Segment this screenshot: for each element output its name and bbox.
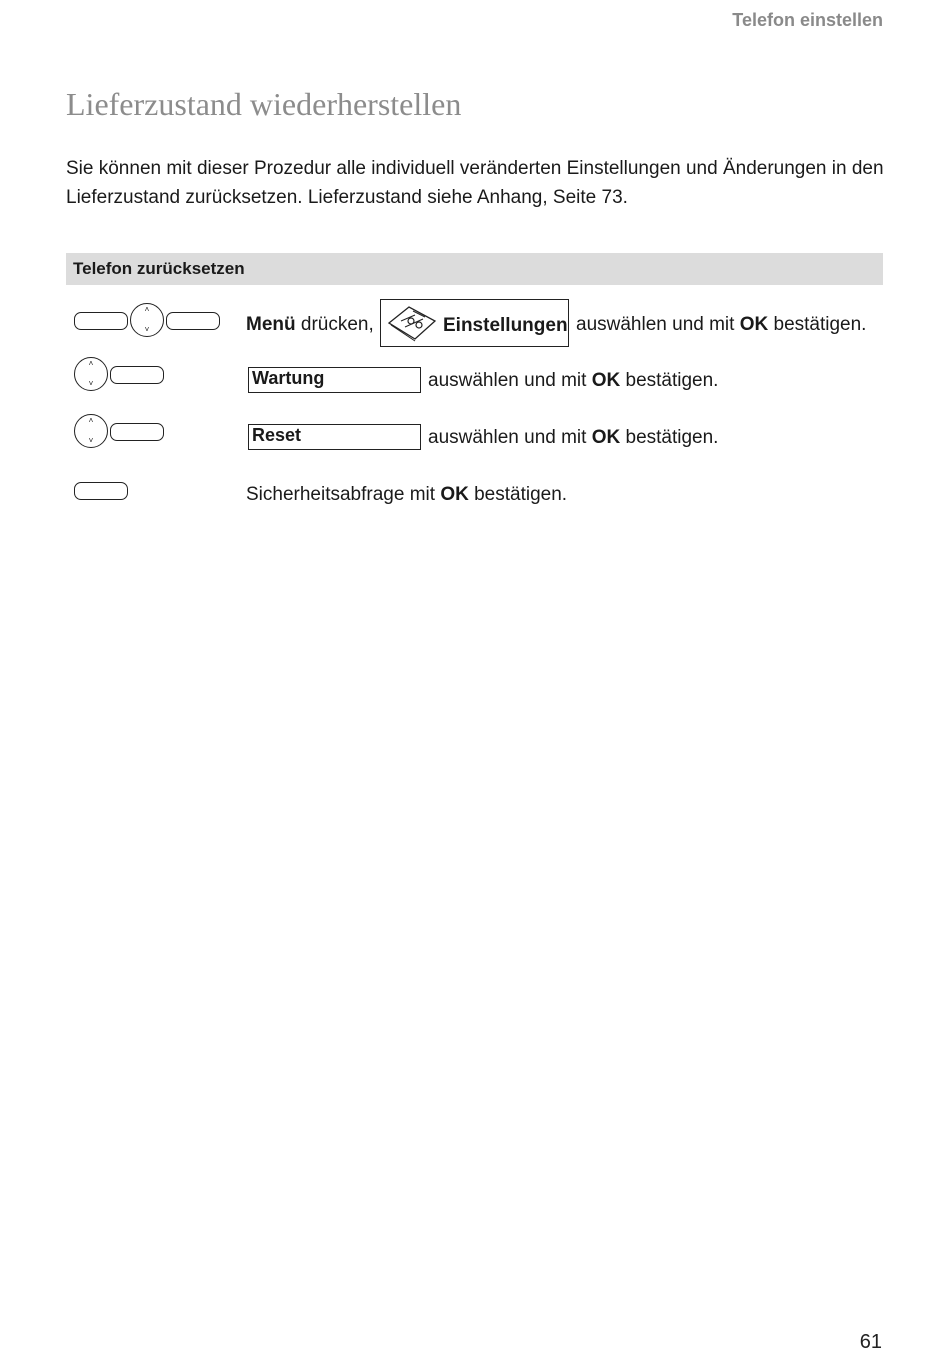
ok-key-label: OK — [739, 314, 769, 335]
navigation-key-icon: ˄ ˅ — [130, 303, 164, 337]
reset-menu-label: Reset — [252, 425, 302, 445]
section-header — [66, 253, 883, 285]
softkey-icon — [110, 423, 164, 441]
reset-menu-box — [248, 424, 421, 450]
navigation-key-icon: ˄ ˅ — [74, 357, 108, 391]
page-number: 61 — [859, 1331, 882, 1353]
step-2 — [66, 357, 883, 407]
step-4 — [66, 480, 883, 530]
navigation-key-icon: ˄ ˅ — [74, 414, 108, 448]
step-1-instruction: auswählen und mit OK bestätigen. — [576, 314, 867, 335]
softkey-left-icon — [74, 312, 128, 330]
section-title: Telefon zurücksetzen — [73, 259, 245, 278]
softkey-icon — [110, 366, 164, 384]
step-1-text — [246, 314, 374, 336]
softkey-right-icon — [166, 312, 220, 330]
softkey-icon — [74, 482, 128, 500]
settings-menu-box — [380, 299, 569, 347]
settings-tools-icon — [385, 303, 439, 343]
intro-paragraph: Sie können mit dieser Prozedur alle individuell veränderten Einstellungen und Änderungen in den Lieferzustand zurücksetzen. Lieferzustand siehe Anhang, Seite 73. — [66, 158, 884, 208]
menu-key-label: Menü — [246, 314, 296, 335]
wartung-menu-box — [248, 367, 421, 393]
settings-menu-label: Einstellungen — [443, 315, 568, 336]
wartung-menu-label: Wartung — [252, 368, 325, 388]
step-1 — [66, 299, 883, 349]
step-1-lead-text: drücken, — [295, 314, 374, 335]
page-title: Lieferzustand wiederherstellen — [66, 86, 462, 122]
ok-key-label: OK — [591, 427, 621, 448]
step-3 — [66, 414, 883, 464]
running-header: Telefon einstellen — [732, 10, 883, 30]
step-2-instruction: auswählen und mit OK bestätigen. — [428, 370, 719, 391]
step-3-instruction: auswählen und mit OK bestätigen. — [428, 427, 719, 448]
ok-key-label: OK — [440, 484, 469, 505]
ok-key-label: OK — [591, 370, 621, 391]
step-4-instruction: Sicherheitsabfrage mit OK bestätigen. — [246, 484, 568, 505]
